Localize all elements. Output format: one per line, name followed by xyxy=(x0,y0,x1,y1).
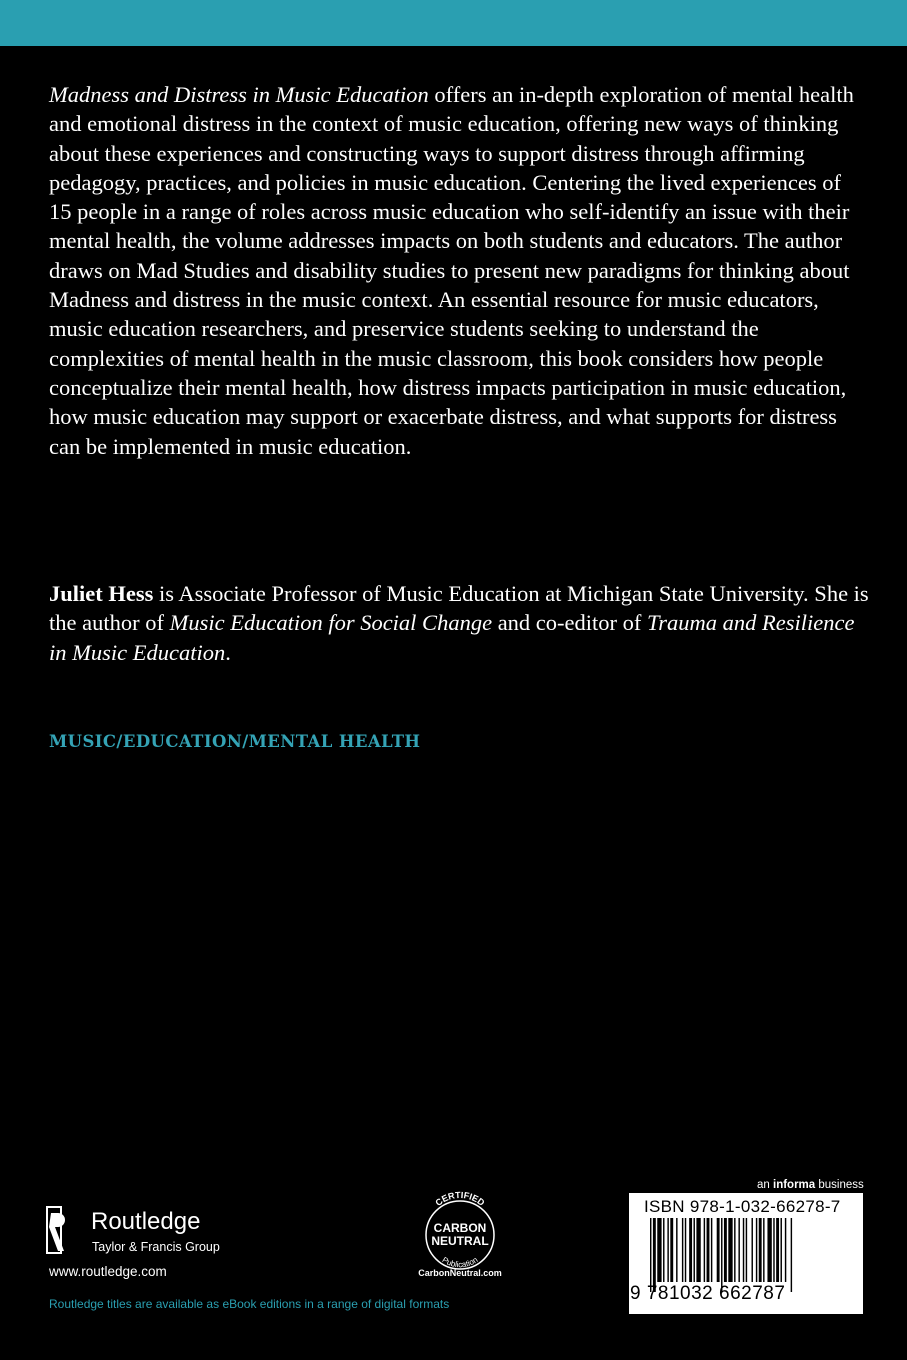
barcode-bar xyxy=(721,1218,722,1292)
publisher-name: Routledge xyxy=(91,1208,201,1235)
barcode-bar xyxy=(734,1218,735,1282)
barcode-bar xyxy=(738,1218,739,1282)
barcode-bar xyxy=(752,1218,753,1282)
author-bio xyxy=(49,579,869,667)
cn-neutral: NEUTRAL xyxy=(431,1234,489,1248)
cn-certified: CERTIFIED xyxy=(433,1190,487,1208)
barcode-bar xyxy=(704,1218,705,1282)
author-name: Juliet Hess xyxy=(49,581,154,606)
barcode-bar xyxy=(785,1218,786,1282)
barcode-bar xyxy=(676,1218,677,1282)
publisher-url[interactable]: www.routledge.com xyxy=(49,1264,167,1279)
barcode-bar xyxy=(663,1218,664,1282)
barcode-bar xyxy=(773,1218,774,1282)
barcode-bar xyxy=(746,1218,747,1282)
barcode-bar xyxy=(759,1218,762,1282)
informa-brand: informa xyxy=(773,1179,816,1191)
svg-text:CERTIFIED xyxy=(433,1190,487,1208)
bio-text-3: . xyxy=(225,639,231,665)
book-title-italic: Madness and Distress in Music Education xyxy=(49,82,429,107)
barcode-bar xyxy=(776,1218,779,1282)
barcode-bar xyxy=(694,1218,695,1282)
barcode-bar xyxy=(689,1218,692,1282)
informa-suffix: business xyxy=(815,1179,864,1191)
barcode-bar xyxy=(657,1218,661,1282)
barcode-bar xyxy=(763,1218,764,1282)
barcode-bar xyxy=(670,1218,673,1282)
book-description xyxy=(49,80,869,461)
barcode-bar xyxy=(653,1218,656,1292)
barcode-bar xyxy=(650,1218,651,1292)
bio-book-2: Trauma and Resilience in Music Education xyxy=(49,610,855,665)
cn-publication: Publication xyxy=(440,1255,480,1270)
bio-text-2: and co-editor of xyxy=(492,610,648,636)
barcode-bar xyxy=(682,1218,683,1282)
barcode-bar xyxy=(756,1218,757,1282)
barcode-bar xyxy=(767,1218,771,1282)
description-text: offers an in-depth exploration of mental health and emotional distress in the context of music education, offering new ways of thinking about these experiences and constructing ways to support distress through affirming pedagogy, practices, and policies in music education. Centering the lived experiences of 15 people in a range of roles across music education who self-identify an issue with their mental health, the volume addresses impacts on both students and educators. The author draws on Mad Studies and disability studies to present new paradigms for thinking about Madness and distress in the music context. An essential resource for music educators, music education researchers, and preservice students seeking to understand the complexities of mental health in the music classroom, this book considers how people conceptualize their mental health, how distress impacts participation in music education, how music education may support or exacerbate distress, and what supports for distress can be implemented in music education. xyxy=(49,82,854,459)
barcode-bar xyxy=(781,1218,782,1282)
barcode-bar xyxy=(724,1218,727,1282)
subject-category: MUSIC/EDUCATION/MENTAL HEALTH xyxy=(49,732,421,751)
barcode-bar xyxy=(717,1218,720,1282)
carbon-neutral-url: CarbonNeutral.com xyxy=(418,1268,502,1278)
barcode-bar xyxy=(685,1218,686,1282)
barcode-bar xyxy=(791,1218,792,1292)
publisher-group: Taylor & Francis Group xyxy=(92,1240,220,1254)
barcode-bar xyxy=(711,1218,712,1282)
bio-book-1: Music Education for Social Change xyxy=(169,610,493,636)
informa-prefix: an xyxy=(757,1179,773,1191)
informa-tagline xyxy=(757,1179,864,1191)
cn-carbon: CARBON xyxy=(433,1221,487,1235)
barcode-bar xyxy=(667,1218,668,1282)
barcode-bar xyxy=(743,1218,744,1282)
barcode-bar xyxy=(707,1218,710,1282)
isbn-label: ISBN 978-1-032-66278-7 xyxy=(644,1197,841,1216)
barcode-digits: 9 781032 662787 xyxy=(630,1283,786,1304)
barcode-bar xyxy=(728,1218,732,1282)
bio-text-1: is Associate Professor of Music Education at Michigan State University. She is the author of xyxy=(49,581,869,636)
barcode-bar xyxy=(696,1218,700,1282)
ebook-note: Routledge titles are available as eBook editions in a range of digital formats xyxy=(49,1297,450,1311)
top-color-band xyxy=(0,0,907,46)
